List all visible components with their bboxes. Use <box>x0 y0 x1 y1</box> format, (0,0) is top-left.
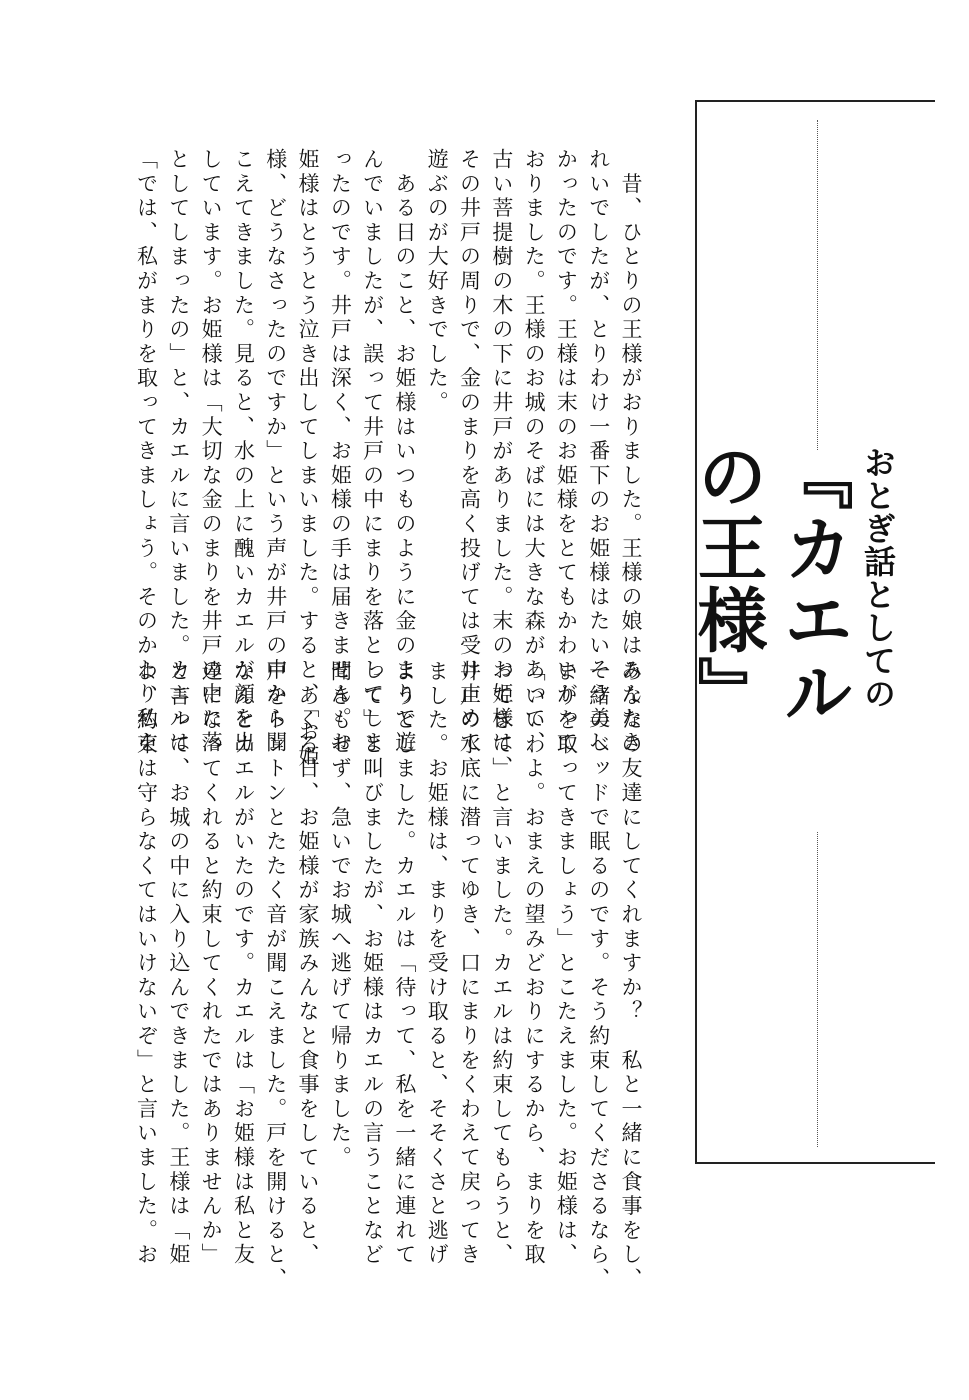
text-line: しています。お姫様は「大切な金のまりを井戸の中に落 <box>199 148 224 756</box>
text-line: ようとしました。カエルは「待って、私を一緒に連れて <box>392 660 417 1268</box>
text-line: 古い菩提樹の木の下に井戸がありました。末のお姫様は、 <box>489 148 514 780</box>
frame-dotted-line-bottom <box>817 832 818 1147</box>
text-line: こえてきました。見ると、水の上に醜いカエルが顔を出 <box>231 148 256 756</box>
body-text-lower <box>134 660 647 1292</box>
text-line: なんとカエルがいたのです。カエルは「お姫様は私と友 <box>231 660 256 1268</box>
text-line: としてしまったの」と、カエルに言いました。カエルは <box>166 148 191 756</box>
text-line: と言って、お城の中に入り込んできました。王様は「姫 <box>166 660 191 1268</box>
text-line: 井戸の水底に潜ってゆき、口にまりをくわえて戻ってき <box>457 660 482 1268</box>
text-line: 聞きもせず、急いでお城へ逃げて帰りました。 <box>328 660 353 1171</box>
text-line: ました。お姫様は、まりを受け取ると、そそくさと逃げ <box>425 660 450 1268</box>
text-line: ある日のこと、お姫様はいつものように金のまりで遊 <box>392 148 417 756</box>
text-line: 遊ぶのが大好きでした。 <box>425 148 450 416</box>
text-line: 「では、私がまりを取ってきましょう。そのかわり私を <box>134 148 159 756</box>
text-line: 「いいわよ。おまえの望みどおりにするから、まりを取 <box>522 660 547 1268</box>
text-line: かったのです。王様は末のお姫様をとてもかわいがって <box>554 148 579 756</box>
text-line: まりを取ってきましょう」とこたえました。お姫様は、 <box>554 660 579 1268</box>
text-line: あなたの友達にしてくれますか？ 私と一緒に食事をし、 <box>619 660 643 1292</box>
text-line: おりました。王様のお城のそばには大きな森があって、 <box>522 148 547 756</box>
text-line: その井戸の周りで、金のまりを高く投げては受け止めて <box>457 148 482 756</box>
text-line: 姫様はとうとう泣き出してしまいました。すると、「お姫 <box>296 148 321 770</box>
text-line: 達になってくれると約束してくれたではありませんか」 <box>199 660 224 1268</box>
frame-dotted-line-top <box>817 120 818 450</box>
text-line: ったのです。井戸は深く、お姫様の手は届きません。お <box>328 148 353 756</box>
text-line: って」と叫びましたが、お姫様はカエルの言うことなど <box>360 660 385 1268</box>
text-line: よ、約束は守らなくてはいけないぞ」と言いました。お <box>134 660 159 1268</box>
text-line: 昔、ひとりの王様がおりました。王様の娘はみんなき <box>619 148 643 756</box>
text-line: んでいましたが、誤って井戸の中にまりを落としてしま <box>360 148 385 756</box>
title-block <box>686 440 900 740</box>
text-line: ってきて」と言いました。カエルは約束してもらうと、 <box>489 660 514 1268</box>
body-text-upper <box>134 148 647 780</box>
text-line: 様、どうなさったのですか」という声が井戸の中から聞 <box>263 148 288 756</box>
text-line: れいでしたが、とりわけ一番下のお姫様はたいそう美し <box>586 148 611 756</box>
page-title: 『カエルの王様』 <box>686 440 854 728</box>
text-line: 一緒のベッドで眠るのです。そう約束してくださるなら、 <box>586 660 611 1292</box>
text-line: 戸をトントンとたたく音が聞こえました。戸を開けると、 <box>263 660 288 1292</box>
text-line: あくる日、お姫様が家族みんなと食事をしていると、 <box>296 660 321 1268</box>
page-subtitle: おとぎ話としての <box>859 446 897 710</box>
